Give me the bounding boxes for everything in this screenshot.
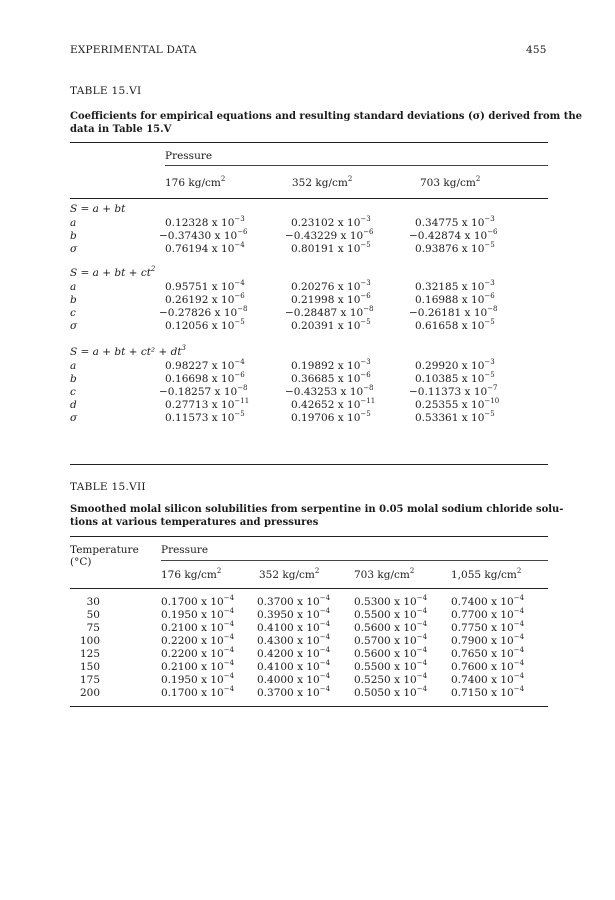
table-vii-temperature-unit: (°C) <box>70 556 92 568</box>
table-cell: 0.7400 x $10^{-4}$ <box>451 594 525 608</box>
table-cell: −0.18257 x $10^{-8}$ <box>159 384 248 398</box>
table-cell: 0.4200 x $10^{-4}$ <box>257 646 331 660</box>
table-vi-col-703: 703 $kg/cm^2$ <box>420 175 481 189</box>
table-cell: 0.34775 x $10^{-3}$ <box>415 215 495 229</box>
table-vii-top-rule <box>70 536 548 537</box>
coefficient-symbol: σ <box>70 243 78 255</box>
table-vii-pressure-label: Pressure <box>161 544 209 556</box>
table-row <box>0 320 615 333</box>
table-cell: 0.1950 x $10^{-4}$ <box>161 607 235 621</box>
temperature-cell: 75 <box>86 622 100 634</box>
table-vi-top-rule <box>70 142 548 143</box>
table-cell: 0.93876 x $10^{-5}$ <box>415 241 495 255</box>
table-cell: 0.32185 x $10^{-3}$ <box>415 279 495 293</box>
table-cell: 0.95751 x $10^{-4}$ <box>165 279 245 293</box>
table-cell: 0.2100 x $10^{-4}$ <box>161 620 235 634</box>
table-cell: 0.19892 x $10^{-3}$ <box>291 358 371 372</box>
table-cell: 0.61658 x $10^{-5}$ <box>415 318 495 332</box>
table-row <box>0 399 615 412</box>
table-row <box>0 373 615 386</box>
table-vii-pressure-rule <box>161 560 548 561</box>
table-cell: 0.10385 x $10^{-5}$ <box>415 371 495 385</box>
table-cell: 0.3700 x $10^{-4}$ <box>257 594 331 608</box>
table-cell: 0.3700 x $10^{-4}$ <box>257 685 331 699</box>
table-cell: 0.5500 x $10^{-4}$ <box>354 659 428 673</box>
table-row <box>0 281 615 294</box>
equation-label: S = a + bt + $ct^2$ <box>70 265 156 279</box>
table-cell: 0.12328 x $10^{-3}$ <box>165 215 245 229</box>
table-cell: 0.21998 x $10^{-6}$ <box>291 292 371 306</box>
table-vii-col-1055: 1,055 $kg/cm^2$ <box>451 567 522 581</box>
table-vii-caption-line2: tions at various temperatures and pressures <box>70 517 319 528</box>
table-row <box>0 386 615 399</box>
coefficient-symbol: a <box>70 217 77 229</box>
table-cell: −0.43253 x $10^{-8}$ <box>285 384 374 398</box>
table-vi-bottom-rule <box>70 464 548 465</box>
table-cell: 0.36685 x $10^{-6}$ <box>291 371 371 385</box>
table-row <box>0 687 615 700</box>
table-cell: 0.7400 x $10^{-4}$ <box>451 672 525 686</box>
table-cell: 0.5250 x $10^{-4}$ <box>354 672 428 686</box>
table-vii-col-176: 176 $kg/cm^2$ <box>161 567 222 581</box>
table-vii-col-352: 352 $kg/cm^2$ <box>259 567 320 581</box>
table-cell: 0.16988 x $10^{-6}$ <box>415 292 495 306</box>
table-cell: 0.27713 x $10^{-11}$ <box>165 397 250 411</box>
table-cell: 0.7750 x $10^{-4}$ <box>451 620 525 634</box>
table-cell: 0.7700 x $10^{-4}$ <box>451 607 525 621</box>
table-cell: −0.11373 x $10^{-7}$ <box>409 384 498 398</box>
table-vi-pressure-rule <box>165 165 548 166</box>
table-row <box>0 243 615 256</box>
table-cell: −0.43229 x $10^{-6}$ <box>285 228 374 242</box>
table-cell: 0.7650 x $10^{-4}$ <box>451 646 525 660</box>
coefficient-symbol: a <box>70 360 77 372</box>
temperature-cell: 175 <box>79 674 100 686</box>
table-cell: 0.2100 x $10^{-4}$ <box>161 659 235 673</box>
table-cell: 0.5500 x $10^{-4}$ <box>354 607 428 621</box>
table-row <box>0 217 615 230</box>
table-cell: 0.1700 x $10^{-4}$ <box>161 685 235 699</box>
table-cell: 0.19706 x $10^{-5}$ <box>291 410 371 424</box>
table-row <box>0 230 615 243</box>
table-cell: 0.11573 x $10^{-5}$ <box>165 410 245 424</box>
coefficient-symbol: b <box>70 294 77 306</box>
table-cell: 0.23102 x $10^{-3}$ <box>291 215 371 229</box>
table-cell: 0.20276 x $10^{-3}$ <box>291 279 371 293</box>
table-cell: 0.4100 x $10^{-4}$ <box>257 620 331 634</box>
coefficient-symbol: c <box>70 386 76 398</box>
table-row <box>0 360 615 373</box>
table-cell: 0.25355 x $10^{-10}$ <box>415 397 500 411</box>
coefficient-symbol: c <box>70 307 76 319</box>
table-row <box>0 412 615 425</box>
running-head: EXPERIMENTAL DATA <box>70 44 197 56</box>
coefficient-symbol: b <box>70 373 77 385</box>
table-vii-caption-line1: Smoothed molal silicon solubilities from serpentine in 0.05 molal sodium chloride solu- <box>70 504 564 515</box>
table-cell: 0.2200 x $10^{-4}$ <box>161 633 235 647</box>
table-cell: 0.16698 x $10^{-6}$ <box>165 371 245 385</box>
table-cell: 0.42652 x $10^{-11}$ <box>291 397 376 411</box>
coefficient-symbol: σ <box>70 412 78 424</box>
page-number: 455 <box>526 44 547 56</box>
table-cell: 0.5600 x $10^{-4}$ <box>354 620 428 634</box>
table-cell: 0.26192 x $10^{-6}$ <box>165 292 245 306</box>
table-cell: 0.5300 x $10^{-4}$ <box>354 594 428 608</box>
table-cell: 0.80191 x $10^{-5}$ <box>291 241 371 255</box>
table-vii-bottom-rule <box>70 706 548 707</box>
table-vi-col-352: 352 $kg/cm^2$ <box>292 175 353 189</box>
table-vi-caption-line1: Coefficients for empirical equations and resulting standard deviations (σ) derived from the <box>70 111 582 122</box>
table-cell: −0.37430 x $10^{-6}$ <box>159 228 248 242</box>
table-cell: 0.4300 x $10^{-4}$ <box>257 633 331 647</box>
table-cell: 0.53361 x $10^{-5}$ <box>415 410 495 424</box>
table-cell: 0.5600 x $10^{-4}$ <box>354 646 428 660</box>
table-vi-title: TABLE 15.VI <box>70 85 142 97</box>
coefficient-symbol: b <box>70 230 77 242</box>
temperature-cell: 50 <box>86 609 100 621</box>
temperature-cell: 125 <box>79 648 100 660</box>
table-cell: 0.12056 x $10^{-5}$ <box>165 318 245 332</box>
table-cell: −0.27826 x $10^{-8}$ <box>159 305 248 319</box>
table-cell: 0.20391 x $10^{-5}$ <box>291 318 371 332</box>
temperature-cell: 30 <box>86 596 100 608</box>
table-vii-temperature-label: Temperature <box>70 544 139 556</box>
table-vii-col-703: 703 $kg/cm^2$ <box>354 567 415 581</box>
table-vii-title: TABLE 15.VII <box>70 481 146 493</box>
table-cell: 0.98227 x $10^{-4}$ <box>165 358 245 372</box>
table-vi-header-rule <box>70 198 548 199</box>
coefficient-symbol: a <box>70 281 77 293</box>
table-cell: −0.28487 x $10^{-8}$ <box>285 305 374 319</box>
table-vi-caption-line2: data in Table 15.V <box>70 124 172 135</box>
table-cell: 0.1700 x $10^{-4}$ <box>161 594 235 608</box>
table-vi-pressure-label: Pressure <box>165 150 213 162</box>
table-cell: 0.1950 x $10^{-4}$ <box>161 672 235 686</box>
table-vii-header-rule <box>70 588 548 589</box>
table-cell: 0.76194 x $10^{-4}$ <box>165 241 245 255</box>
table-cell: −0.42874 x $10^{-6}$ <box>409 228 498 242</box>
table-row <box>0 307 615 320</box>
table-cell: 0.3950 x $10^{-4}$ <box>257 607 331 621</box>
equation-label: S = a + bt <box>70 203 126 215</box>
table-cell: 0.4000 x $10^{-4}$ <box>257 672 331 686</box>
table-cell: 0.4100 x $10^{-4}$ <box>257 659 331 673</box>
table-cell: 0.5050 x $10^{-4}$ <box>354 685 428 699</box>
temperature-cell: 100 <box>79 635 100 647</box>
table-cell: 0.2200 x $10^{-4}$ <box>161 646 235 660</box>
table-cell: 0.5700 x $10^{-4}$ <box>354 633 428 647</box>
table-cell: 0.7150 x $10^{-4}$ <box>451 685 525 699</box>
table-cell: −0.26181 x $10^{-8}$ <box>409 305 498 319</box>
coefficient-symbol: d <box>70 399 77 411</box>
table-cell: 0.7600 x $10^{-4}$ <box>451 659 525 673</box>
table-cell: 0.7900 x $10^{-4}$ <box>451 633 525 647</box>
table-vi-col-176: 176 $kg/cm^2$ <box>165 175 226 189</box>
table-cell: 0.29920 x $10^{-3}$ <box>415 358 495 372</box>
temperature-cell: 200 <box>79 687 100 699</box>
equation-label: S = a + bt + $ct^2 + dt^3$ <box>70 344 187 358</box>
temperature-cell: 150 <box>79 661 100 673</box>
table-row <box>0 294 615 307</box>
coefficient-symbol: σ <box>70 320 78 332</box>
